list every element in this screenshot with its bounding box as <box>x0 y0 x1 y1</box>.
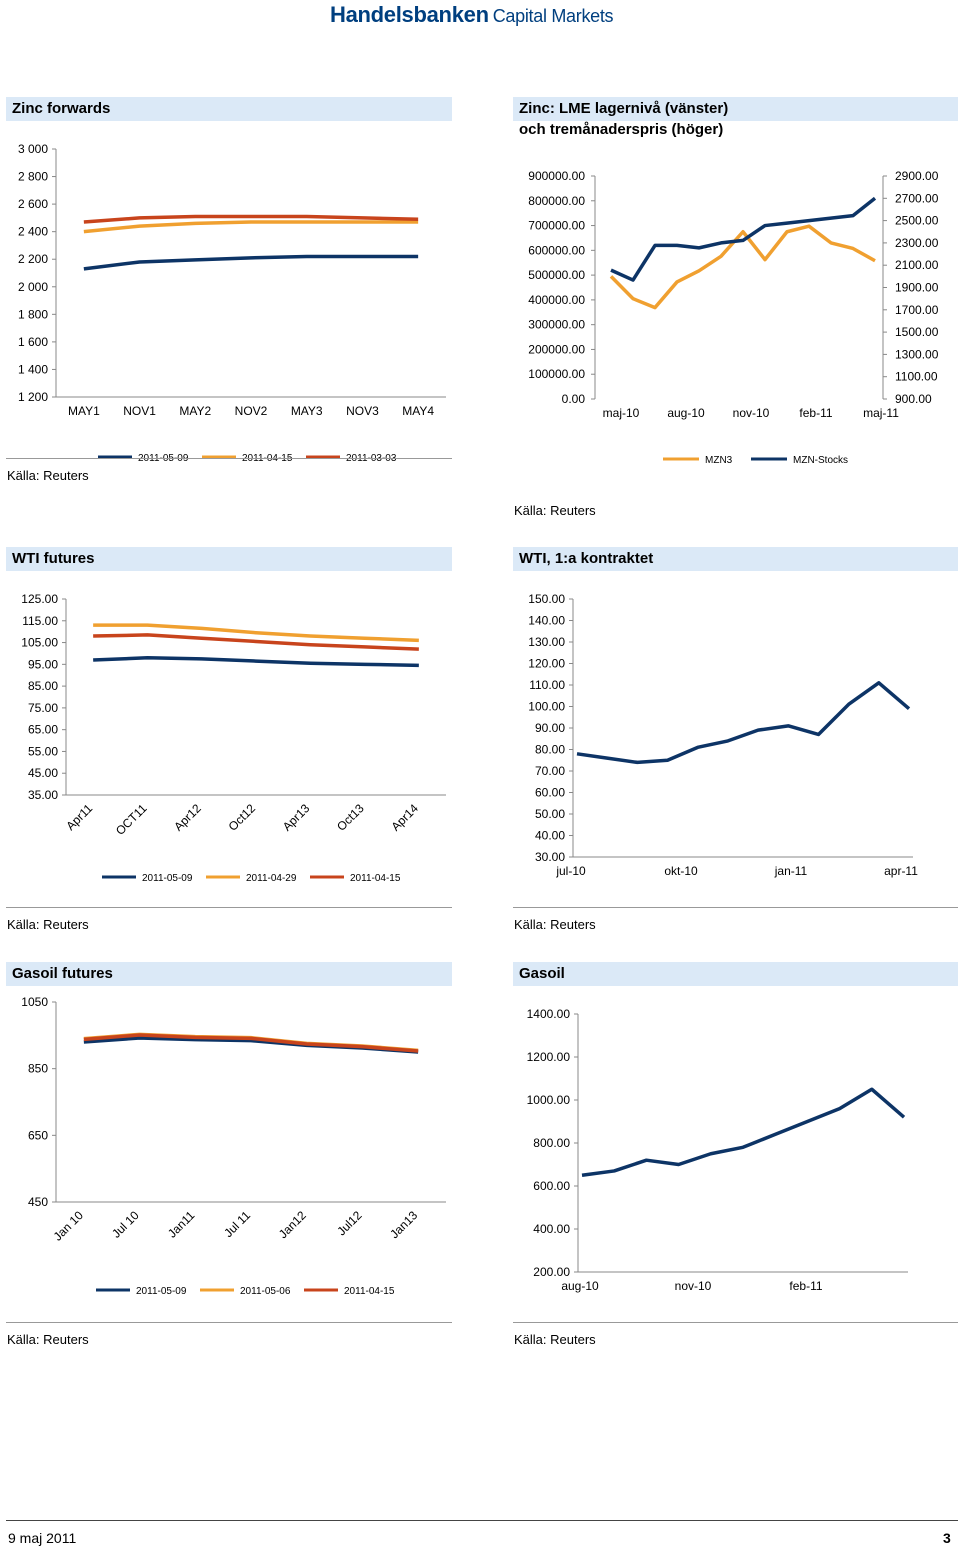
x-tick-label: nov-10 <box>674 1279 712 1293</box>
series-line <box>84 256 418 268</box>
panel-zinc-forwards <box>6 97 452 477</box>
y-right-tick-label: 1100.00 <box>895 369 938 384</box>
y-tick-label: 105.00 <box>21 635 58 650</box>
y-tick-label: 850 <box>27 1061 48 1076</box>
y-tick-label: 125.00 <box>21 592 58 606</box>
y-tick-label: 130.00 <box>528 635 565 649</box>
y-left-tick-label: 800000.00 <box>528 193 585 208</box>
panel-wti-futures <box>6 547 452 887</box>
y-tick-label: 3 000 <box>17 142 48 156</box>
x-tick-label: MAY1 <box>67 404 100 418</box>
y-left-tick-label: 300000.00 <box>528 317 585 332</box>
x-tick-label: okt-10 <box>664 864 698 878</box>
chart-zinc-lme <box>513 149 958 479</box>
brand-name: Handelsbanken <box>330 2 489 27</box>
legend-label: MZN3 <box>705 455 733 466</box>
y-tick-label: 85.00 <box>27 679 58 694</box>
chart-gasoil <box>513 992 958 1312</box>
y-tick-label: 75.00 <box>27 700 58 715</box>
x-tick-label: Oct12 <box>225 801 259 834</box>
series-line <box>84 222 418 232</box>
x-tick-label: feb-11 <box>789 1279 823 1293</box>
y-tick-label: 50.00 <box>534 807 565 821</box>
x-tick-label: Jan13 <box>387 1208 421 1242</box>
y-left-tick-label: 500000.00 <box>528 268 585 283</box>
x-tick-label: apr-11 <box>884 864 918 878</box>
y-right-tick-label: 2300.00 <box>895 235 939 250</box>
y-tick-label: 1200.00 <box>526 1050 570 1064</box>
source-note: Källa: Reuters <box>514 917 596 932</box>
y-left-tick-label: 900000.00 <box>528 169 585 183</box>
x-tick-label: Jan12 <box>275 1208 309 1242</box>
x-tick-label: NOV2 <box>234 404 268 418</box>
panel-zinc-lme <box>513 97 958 477</box>
brand-logo <box>330 2 613 28</box>
series-line <box>93 658 419 666</box>
y-right-tick-label: 1700.00 <box>895 302 939 317</box>
legend-label: MZN-Stocks <box>793 455 848 466</box>
footer-rule <box>6 1520 958 1521</box>
y-tick-label: 2 200 <box>17 252 48 267</box>
brand-subname: Capital Markets <box>492 6 614 26</box>
y-tick-label: 1 400 <box>17 362 48 377</box>
y-tick-label: 115.00 <box>22 613 58 628</box>
y-tick-label: 1050 <box>21 995 48 1009</box>
source-note: Källa: Reuters <box>514 1332 596 1347</box>
panel-title: Zinc forwards <box>6 97 452 121</box>
panel-title: Gasoil <box>513 962 958 986</box>
y-tick-label: 80.00 <box>534 742 565 757</box>
x-tick-label: NOV1 <box>123 404 156 418</box>
y-left-tick-label: 600000.00 <box>528 243 585 258</box>
y-right-tick-label: 2500.00 <box>895 213 939 228</box>
y-tick-label: 600.00 <box>533 1179 570 1193</box>
y-tick-label: 60.00 <box>534 785 565 800</box>
x-tick-label: Apr13 <box>279 801 313 834</box>
x-tick-label: feb-11 <box>799 406 833 420</box>
y-tick-label: 30.00 <box>534 850 565 864</box>
x-tick-label: jan-11 <box>774 864 808 878</box>
y-right-tick-label: 900.00 <box>895 392 932 406</box>
y-tick-label: 150.00 <box>528 592 565 606</box>
legend-label: 2011-05-09 <box>142 873 193 884</box>
x-tick-label: Apr14 <box>388 801 421 834</box>
divider <box>6 1322 452 1323</box>
series-line <box>577 683 909 763</box>
y-tick-label: 200.00 <box>533 1265 570 1279</box>
chart-wti-front <box>513 577 958 887</box>
chart-wti-futures <box>6 577 452 887</box>
x-tick-label: MAY4 <box>402 404 435 418</box>
y-tick-label: 120.00 <box>528 656 565 671</box>
divider <box>6 458 452 459</box>
y-tick-label: 2 600 <box>17 197 48 212</box>
x-tick-label: NOV3 <box>346 404 379 418</box>
y-tick-label: 70.00 <box>534 764 565 778</box>
y-tick-label: 1000.00 <box>526 1093 570 1107</box>
y-tick-label: 40.00 <box>534 828 565 843</box>
panel-title-line2: och tremånaderspris (höger) <box>519 121 724 138</box>
source-note: Källa: Reuters <box>7 468 89 483</box>
legend-label: 2011-05-09 <box>136 1286 187 1297</box>
y-tick-label: 90.00 <box>534 721 565 735</box>
y-left-tick-label: 100000.00 <box>528 367 585 382</box>
y-tick-label: 110.00 <box>529 678 565 692</box>
y-tick-label: 800.00 <box>533 1136 570 1150</box>
y-left-tick-label: 700000.00 <box>528 218 585 233</box>
y-tick-label: 1 200 <box>17 390 48 404</box>
x-tick-label: Jan11 <box>165 1208 198 1241</box>
y-tick-label: 55.00 <box>27 744 58 759</box>
legend-label: 2011-04-29 <box>246 873 297 884</box>
y-left-tick-label: 200000.00 <box>528 342 585 357</box>
y-right-tick-label: 2100.00 <box>895 258 939 273</box>
y-tick-label: 2 000 <box>17 279 48 294</box>
y-tick-label: 45.00 <box>27 766 58 781</box>
footer-date: 9 maj 2011 <box>8 1530 77 1546</box>
y-tick-label: 2 400 <box>17 224 48 239</box>
x-tick-label: Jan 10 <box>50 1208 86 1244</box>
y-tick-label: 140.00 <box>528 613 565 628</box>
y-tick-label: 35.00 <box>27 788 58 802</box>
panel-title: Zinc: LME lagernivå (vänster) <box>513 97 958 121</box>
x-tick-label: aug-10 <box>561 1279 599 1293</box>
x-tick-label: maj-10 <box>602 406 640 420</box>
x-tick-label: Jul 11 <box>221 1208 254 1241</box>
x-tick-label: aug-10 <box>667 406 705 420</box>
y-tick-label: 650 <box>27 1128 48 1143</box>
panel-title: WTI, 1:a kontraktet <box>513 547 958 571</box>
source-note: Källa: Reuters <box>7 1332 89 1347</box>
y-left-tick-label: 0.00 <box>561 392 585 406</box>
y-tick-label: 400.00 <box>533 1222 570 1236</box>
legend-label: 2011-04-15 <box>350 873 401 884</box>
x-tick-label: MAY2 <box>179 404 212 418</box>
chart-zinc-forwards <box>6 127 452 477</box>
series-line <box>582 1089 904 1175</box>
y-tick-label: 1 800 <box>17 307 48 322</box>
panel-gasoil-futures <box>6 962 452 1302</box>
y-right-tick-label: 2900.00 <box>895 169 939 183</box>
series-line <box>611 198 875 280</box>
y-tick-label: 65.00 <box>27 722 58 737</box>
y-tick-label: 2 800 <box>17 169 48 184</box>
y-left-tick-label: 400000.00 <box>528 292 585 307</box>
panel-title: Gasoil futures <box>6 962 452 986</box>
x-tick-label: Apr11 <box>63 801 96 834</box>
chart-gasoil-futures <box>6 992 452 1312</box>
x-tick-label: OCT11 <box>112 801 150 838</box>
y-tick-label: 95.00 <box>27 657 58 672</box>
x-tick-label: MAY3 <box>290 404 323 418</box>
panel-gasoil <box>513 962 958 1302</box>
x-tick-label: Oct13 <box>334 801 367 834</box>
series-line <box>93 625 419 640</box>
x-tick-label: Jul 10 <box>109 1208 142 1241</box>
source-note: Källa: Reuters <box>514 503 596 518</box>
y-right-tick-label: 1500.00 <box>895 325 939 340</box>
page-number: 3 <box>943 1530 951 1546</box>
x-tick-label: maj-11 <box>863 406 899 420</box>
panel-wti-front <box>513 547 958 887</box>
divider <box>513 907 958 908</box>
legend-label: 2011-05-06 <box>240 1286 291 1297</box>
x-tick-label: Jul12 <box>334 1208 365 1239</box>
divider <box>6 907 452 908</box>
source-note: Källa: Reuters <box>7 917 89 932</box>
y-right-tick-label: 1900.00 <box>895 280 939 295</box>
x-tick-label: jul-10 <box>556 864 586 878</box>
y-right-tick-label: 1300.00 <box>895 347 939 362</box>
y-tick-label: 1400.00 <box>526 1007 570 1021</box>
y-tick-label: 100.00 <box>528 699 565 714</box>
y-right-tick-label: 2700.00 <box>895 191 939 206</box>
x-tick-label: Apr12 <box>171 801 204 834</box>
y-tick-label: 1 600 <box>17 334 48 349</box>
y-tick-label: 450 <box>27 1195 48 1209</box>
legend-label: 2011-04-15 <box>344 1286 395 1297</box>
panel-title: WTI futures <box>6 547 452 571</box>
x-tick-label: nov-10 <box>732 406 770 420</box>
divider <box>513 1322 958 1323</box>
